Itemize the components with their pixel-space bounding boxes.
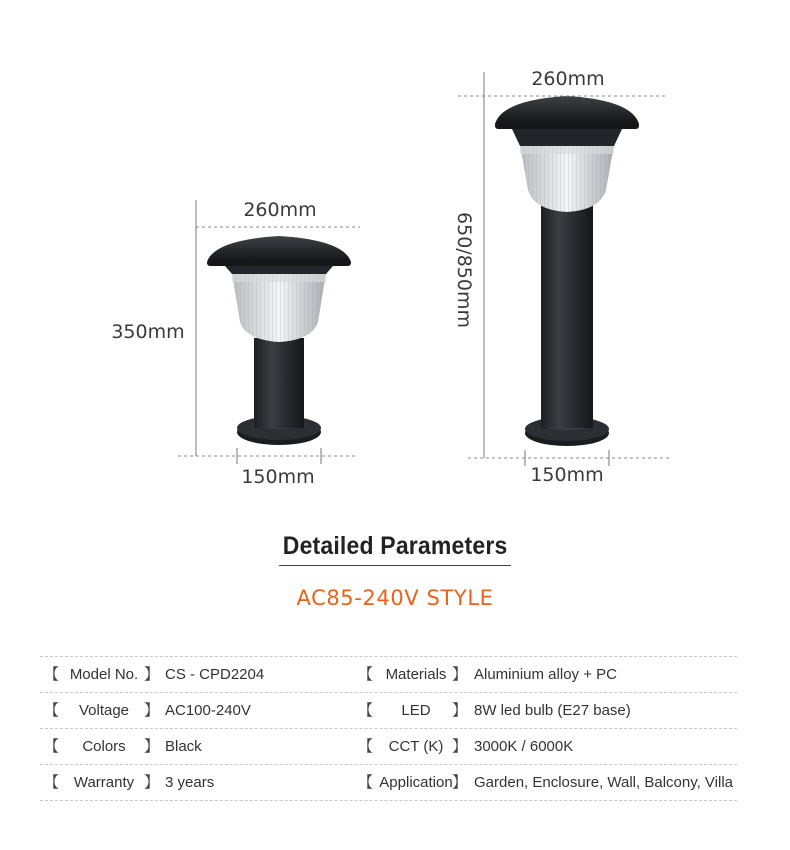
param-value: AC100-240V (165, 702, 251, 719)
small-bollard-lamp (207, 236, 351, 445)
bracket-close: 】 (452, 774, 468, 791)
bracket-open: 【 (358, 666, 374, 683)
tall-base-width-label: 150mm (530, 464, 604, 486)
bracket-close: 】 (144, 702, 160, 719)
param-value: CS - CPD2204 (165, 666, 265, 683)
tall-top-width-label: 260mm (531, 68, 605, 90)
param-value: Black (165, 738, 202, 755)
small-top-width-label: 260mm (243, 199, 317, 221)
parameters-table (40, 656, 737, 801)
bracket-open: 【 (358, 774, 374, 791)
section-heading-text: Detailed Parameters (279, 532, 511, 566)
bracket-open: 【 (358, 702, 374, 719)
bracket-close: 】 (452, 702, 468, 719)
param-label: Warranty (73, 774, 135, 791)
param-label: CCT (K) (388, 738, 444, 755)
bracket-open: 【 (44, 738, 60, 755)
param-value: Aluminium alloy + PC (474, 666, 617, 683)
section-heading (0, 532, 790, 566)
small-height-label: 350mm (111, 321, 185, 343)
bracket-open: 【 (44, 666, 60, 683)
style-subheading: AC85-240V STYLE (296, 586, 494, 610)
param-row (40, 656, 737, 692)
param-label: Voltage (78, 702, 130, 719)
bracket-close: 】 (452, 666, 468, 683)
tall-height-label: 650/850mm (453, 212, 475, 328)
bracket-open: 【 (44, 702, 60, 719)
param-label: Materials (385, 666, 447, 683)
param-value: 3 years (165, 774, 215, 791)
param-label: Application (379, 774, 453, 791)
param-label: Colors (82, 738, 126, 755)
bracket-open: 【 (44, 774, 60, 791)
param-value: 8W led bulb (E27 base) (474, 702, 631, 719)
bracket-close: 】 (144, 738, 160, 755)
param-row (40, 764, 737, 801)
bracket-close: 】 (144, 774, 160, 791)
bracket-close: 】 (144, 666, 160, 683)
param-value: Garden, Enclosure, Wall, Balcony, Villa (474, 774, 734, 791)
bracket-close: 】 (452, 738, 468, 755)
bracket-open: 【 (358, 738, 374, 755)
param-value: 3000K / 6000K (474, 738, 574, 755)
small-base-width-label: 150mm (241, 466, 315, 488)
tall-bollard-lamp (495, 96, 639, 446)
param-label: Model No. (69, 666, 139, 683)
param-label: LED (401, 702, 431, 719)
param-row (40, 692, 737, 728)
param-row (40, 728, 737, 764)
